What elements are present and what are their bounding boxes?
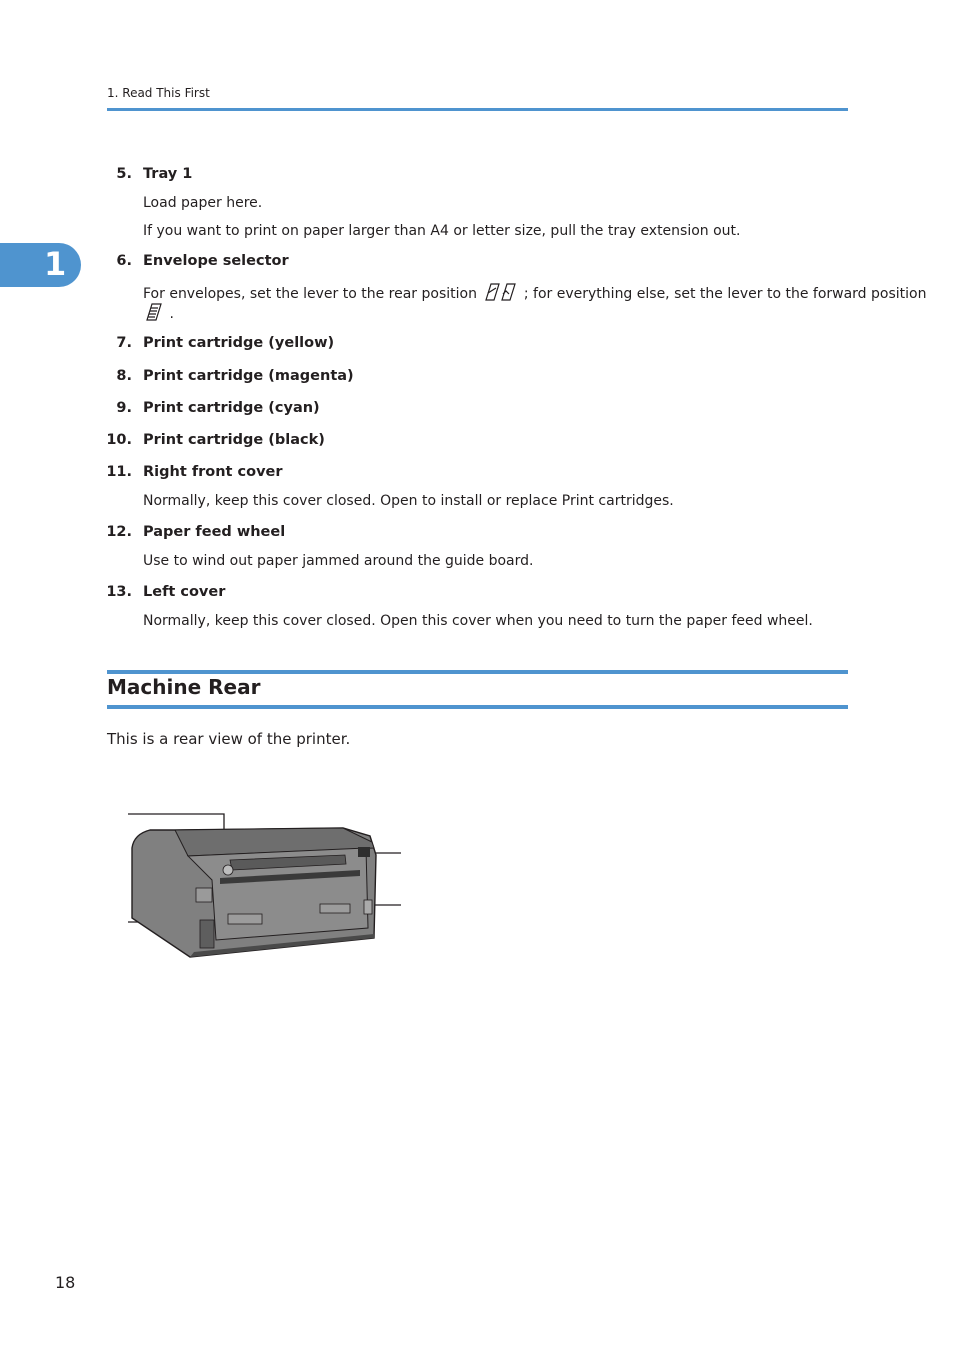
item-number: 9. <box>116 400 132 416</box>
section-intro: This is a rear view of the printer. <box>107 730 351 748</box>
chapter-number: 1 <box>44 245 67 283</box>
item-number: 8. <box>116 368 132 384</box>
item-title: Paper feed wheel <box>143 524 286 540</box>
envelope-text-part2: ; for everything else, set the lever to the forward position <box>523 286 927 302</box>
item-description <box>143 282 926 306</box>
item-title: Tray 1 <box>143 166 193 182</box>
item-number: 10. <box>106 432 132 448</box>
item-title: Left cover <box>143 584 226 600</box>
running-head: 1. Read This First <box>107 86 210 100</box>
envelope-text-end: . <box>169 306 174 322</box>
envelope-lever-rear-icon <box>482 282 518 306</box>
item-description: Normally, keep this cover closed. Open to install or replace Print cartridges. <box>143 493 674 509</box>
item-description <box>143 302 174 326</box>
item-title: Print cartridge (cyan) <box>143 400 320 416</box>
item-title: Print cartridge (yellow) <box>143 335 335 351</box>
item-title: Print cartridge (magenta) <box>143 368 354 384</box>
item-number: 6. <box>116 253 132 269</box>
item-number: 5. <box>116 166 132 182</box>
header-rule <box>107 108 848 111</box>
printer-rear-illustration <box>120 800 420 970</box>
item-description: Normally, keep this cover closed. Open this cover when you need to turn the paper feed wheel. <box>143 613 813 629</box>
item-title: Envelope selector <box>143 253 289 269</box>
envelope-lever-forward-icon <box>144 302 164 326</box>
chapter-tab <box>0 243 81 287</box>
section-title: Machine Rear <box>107 675 261 699</box>
item-number: 13. <box>106 584 132 600</box>
section-rule-bottom <box>107 705 848 709</box>
item-description: If you want to print on paper larger than A4 or letter size, pull the tray extension out. <box>143 223 741 239</box>
section-rule-top <box>107 670 848 674</box>
item-number: 11. <box>106 464 132 480</box>
item-title: Right front cover <box>143 464 283 480</box>
item-title: Print cartridge (black) <box>143 432 325 448</box>
envelope-text-part1: For envelopes, set the lever to the rear position <box>143 286 477 302</box>
item-description: Use to wind out paper jammed around the guide board. <box>143 553 534 569</box>
page-number: 18 <box>55 1273 76 1292</box>
item-number: 12. <box>106 524 132 540</box>
item-number: 7. <box>116 335 132 351</box>
item-description: Load paper here. <box>143 195 263 211</box>
